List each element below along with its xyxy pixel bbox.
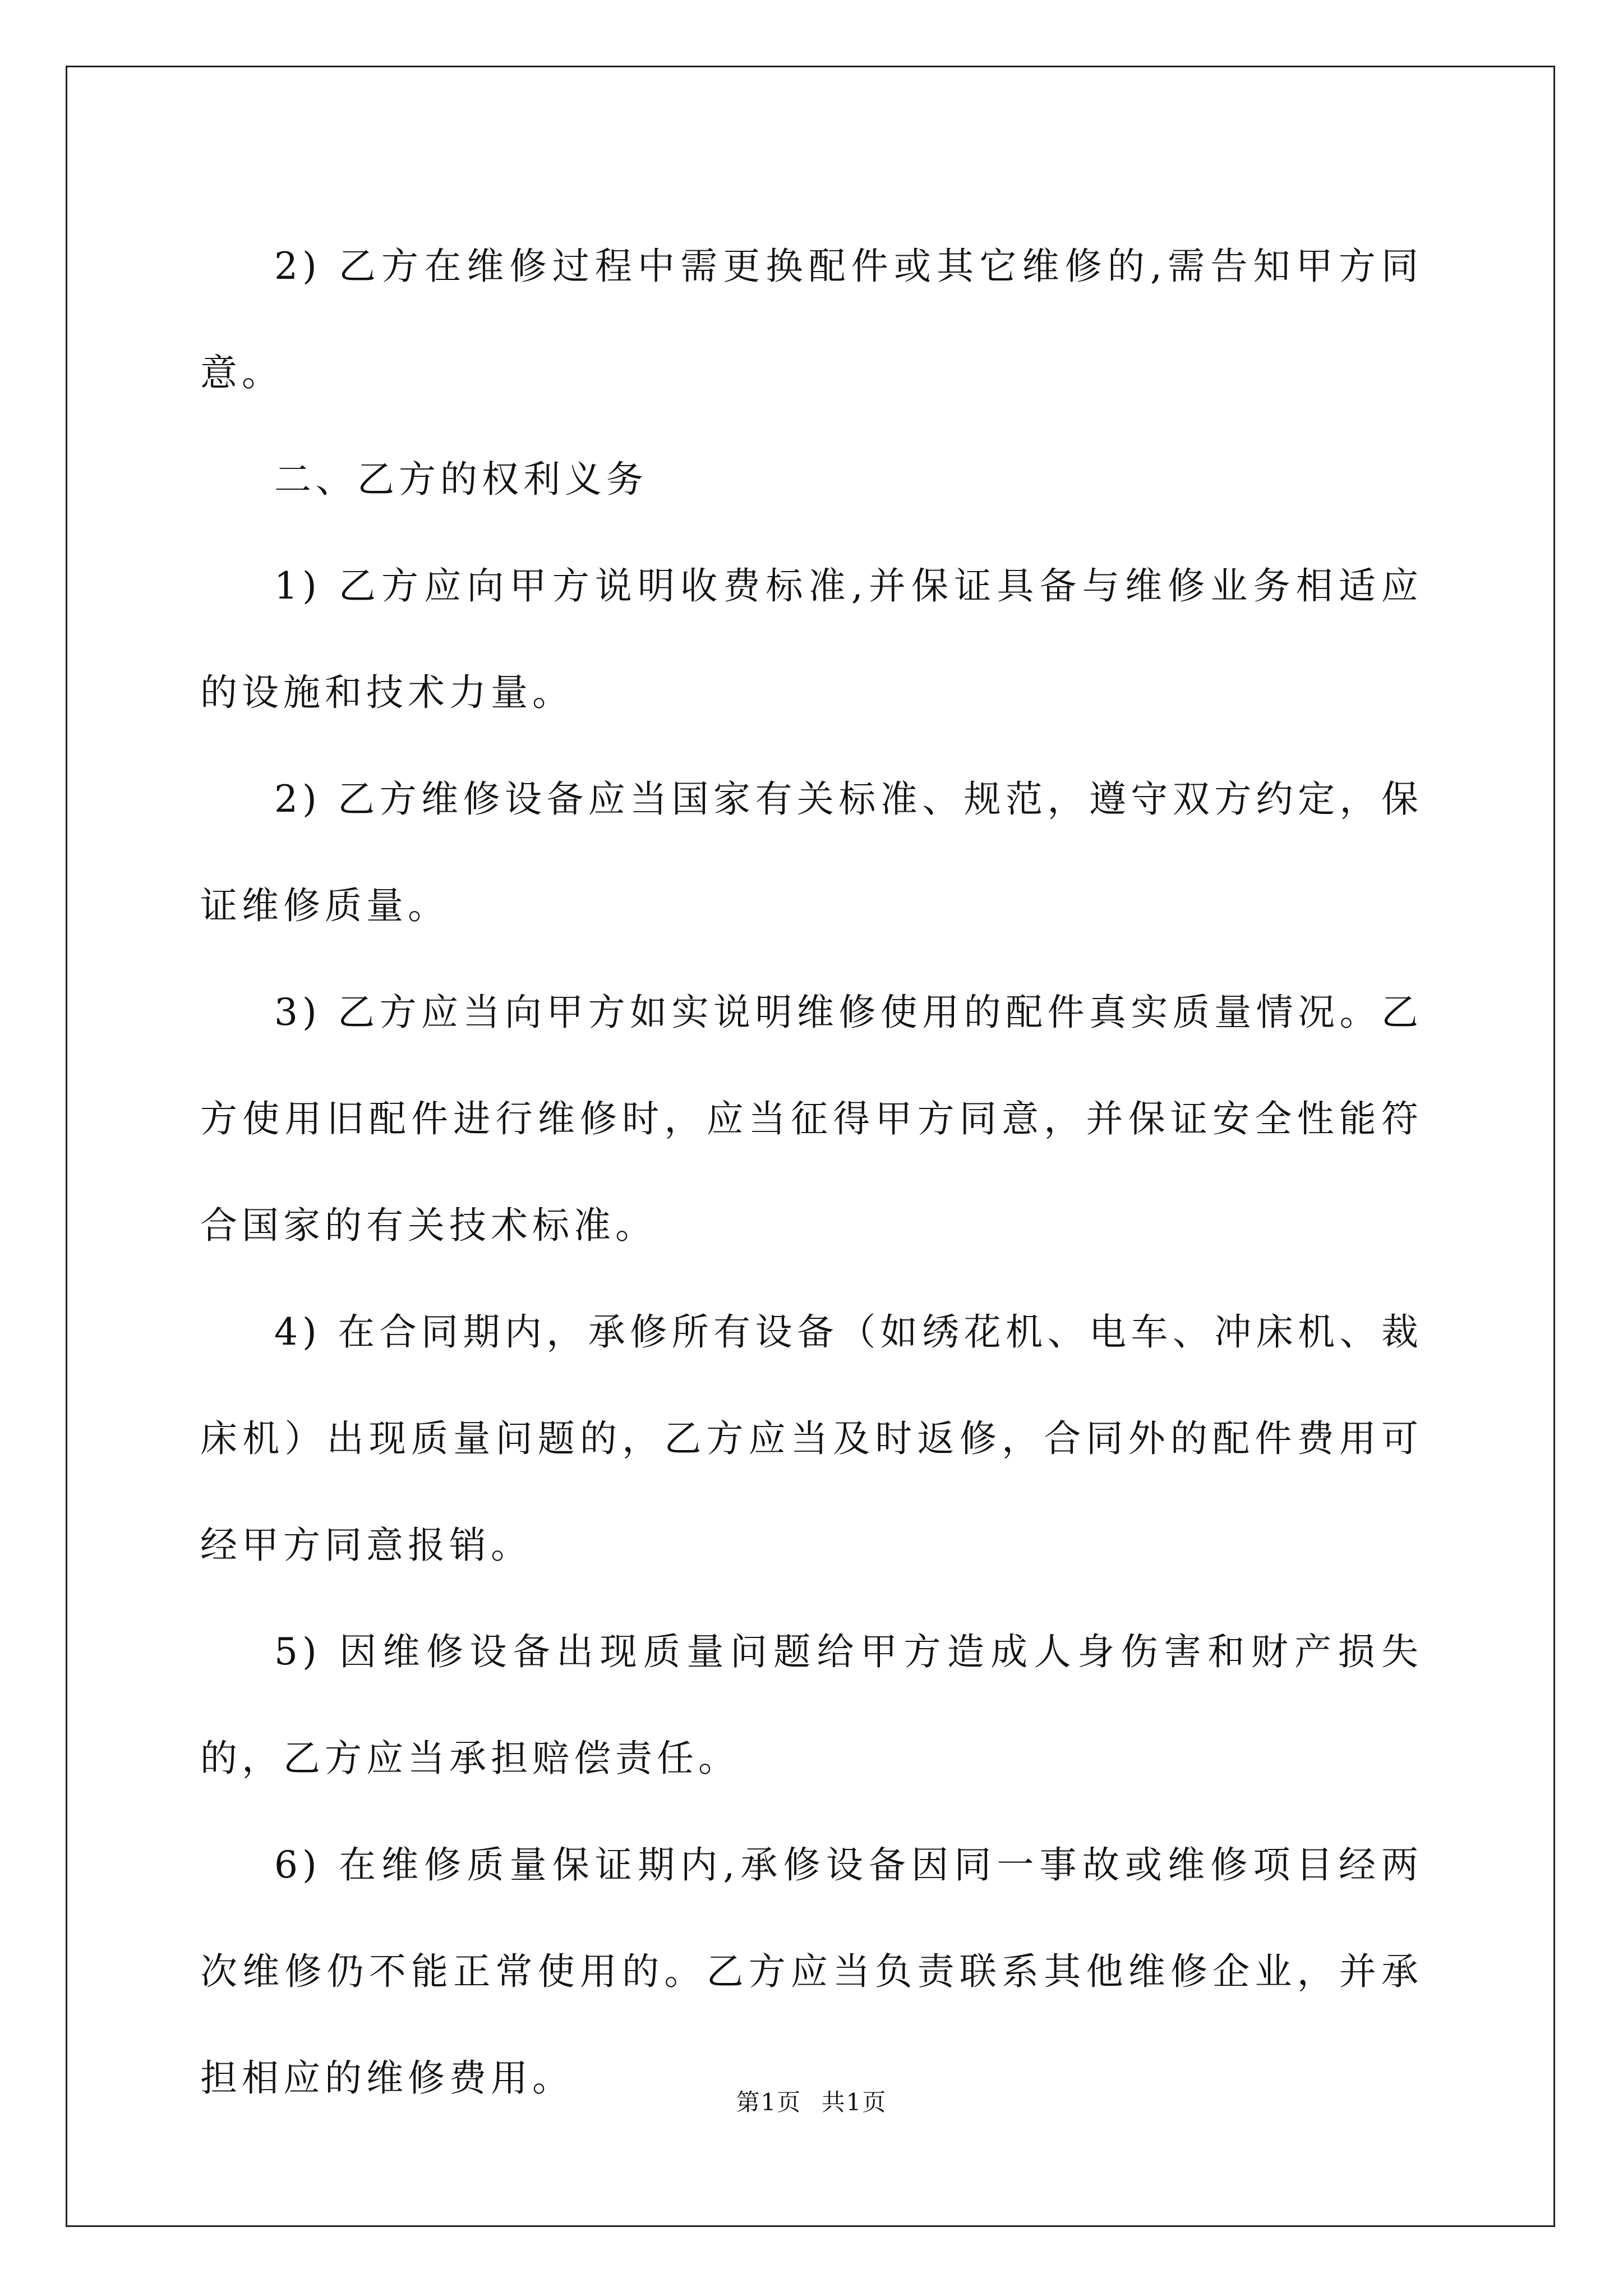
paragraph-clause-6: 6) 在维修质量保证期内,承修设备因同一事故或维修项目经两次维修仍不能正常使用的。乙方应当负责联系其他维修企业，并承担相应的维修费用。 bbox=[200, 1843, 1423, 2100]
document-body bbox=[200, 213, 1423, 2132]
paragraph-clause-2: 2) 乙方维修设备应当国家有关标准、规范，遵守双方约定，保证维修质量。 bbox=[200, 777, 1423, 927]
paragraph-clause-2-2: 2) 乙方在维修过程中需更换配件或其它维修的,需告知甲方同意。 bbox=[200, 245, 1423, 394]
paragraph-clause-5: 5) 因维修设备出现质量问题给甲方造成人身伤害和财产损失的，乙方应当承担赔偿责任。 bbox=[200, 1630, 1423, 1780]
page-footer bbox=[0, 2084, 1623, 2118]
paragraph-clause-1: 1) 乙方应向甲方说明收费标准,并保证具备与维修业务相适应的设施和技术力量。 bbox=[200, 564, 1423, 714]
page-total: 共1页 bbox=[821, 2088, 887, 2116]
page-number: 第1页 bbox=[736, 2088, 802, 2116]
paragraph-clause-3: 3) 乙方应当向甲方如实说明维修使用的配件真实质量情况。乙方使用旧配件进行维修时，应当征得甲方同意，并保证安全性能符合国家的有关技术标准。 bbox=[200, 991, 1423, 1247]
paragraph-clause-4: 4) 在合同期内，承修所有设备（如绣花机、电车、冲床机、裁床机）出现质量问题的，乙方应当及时返修，合同外的配件费用可经甲方同意报销。 bbox=[200, 1310, 1423, 1567]
section-heading-rights-obligations: 二、乙方的权利义务 bbox=[274, 458, 648, 501]
